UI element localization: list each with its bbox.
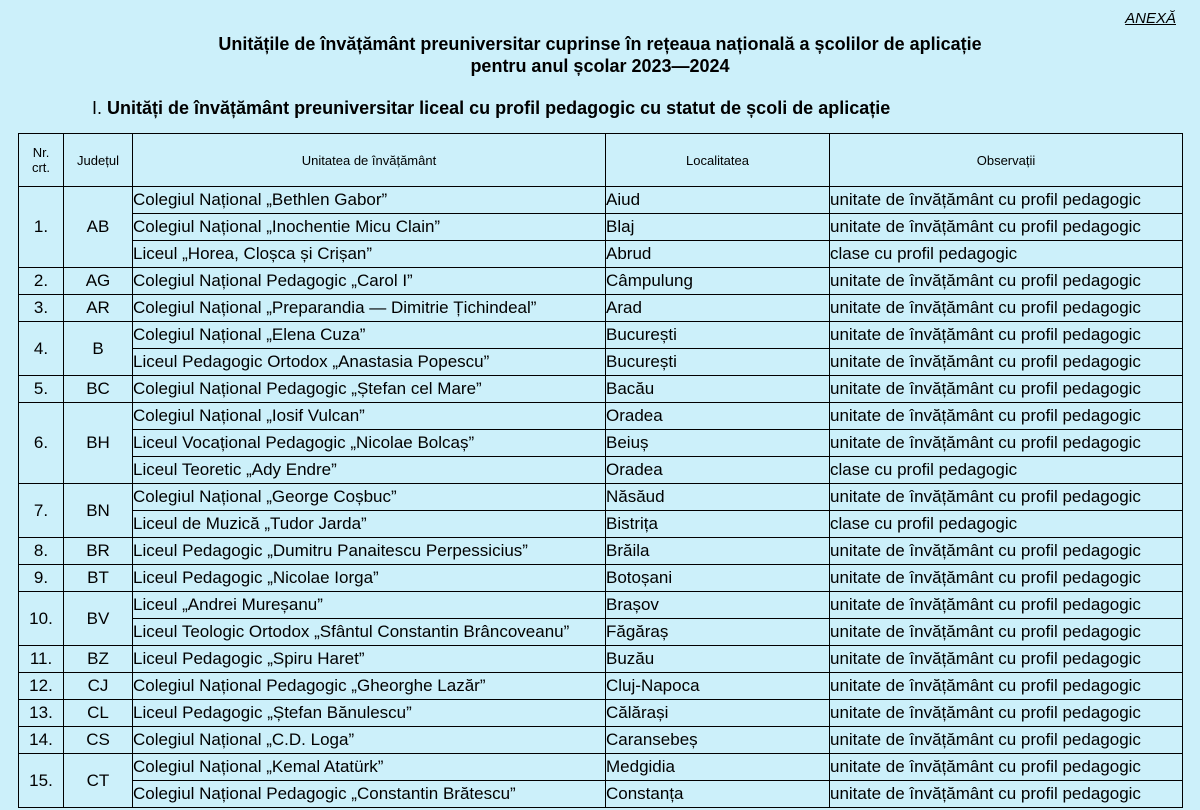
- table-row: [19, 295, 1183, 322]
- observation: unitate de învățământ cu profil pedagogic: [830, 754, 1183, 781]
- locality: Năsăud: [606, 484, 830, 511]
- locality: București: [606, 322, 830, 349]
- row-number: 4.: [19, 322, 64, 376]
- county-code: AG: [64, 268, 133, 295]
- table-row: [19, 349, 1183, 376]
- county-code: CL: [64, 700, 133, 727]
- table-row: [19, 754, 1183, 781]
- school-name: Liceul Vocațional Pedagogic „Nicolae Bolcaș”: [133, 430, 606, 457]
- school-name: Liceul Pedagogic „Dumitru Panaitescu Perpessicius”: [133, 538, 606, 565]
- school-name: Liceul Pedagogic „Spiru Haret”: [133, 646, 606, 673]
- school-name: Colegiul Național „Inochentie Micu Clain”: [133, 214, 606, 241]
- observation: clase cu profil pedagogic: [830, 511, 1183, 538]
- table-row: [19, 565, 1183, 592]
- header-unitate: Unitatea de învățământ: [133, 134, 606, 187]
- locality: Botoșani: [606, 565, 830, 592]
- county-code: BZ: [64, 646, 133, 673]
- observation: unitate de învățământ cu profil pedagogic: [830, 592, 1183, 619]
- header-nr-crt: [19, 134, 64, 187]
- section-number: I.: [92, 98, 103, 118]
- locality: Abrud: [606, 241, 830, 268]
- locality: Buzău: [606, 646, 830, 673]
- row-number: 12.: [19, 673, 64, 700]
- observation: unitate de învățământ cu profil pedagogic: [830, 538, 1183, 565]
- school-name: Colegiul Național Pedagogic „Constantin Brătescu”: [133, 781, 606, 808]
- table-row: [19, 538, 1183, 565]
- observation: unitate de învățământ cu profil pedagogic: [830, 484, 1183, 511]
- table-row: [19, 511, 1183, 538]
- observation: unitate de învățământ cu profil pedagogic: [830, 781, 1183, 808]
- table-row: [19, 457, 1183, 484]
- table-row: [19, 592, 1183, 619]
- observation: unitate de învățământ cu profil pedagogic: [830, 403, 1183, 430]
- school-name: Colegiul Național „Kemal Atatürk”: [133, 754, 606, 781]
- school-name: Liceul Pedagogic Ortodox „Anastasia Popescu”: [133, 349, 606, 376]
- locality: Brăila: [606, 538, 830, 565]
- observation: unitate de învățământ cu profil pedagogic: [830, 295, 1183, 322]
- table-header-row: [19, 134, 1183, 187]
- observation: unitate de învățământ cu profil pedagogic: [830, 187, 1183, 214]
- header-judet: Județul: [64, 134, 133, 187]
- table-row: [19, 700, 1183, 727]
- locality: Beiuș: [606, 430, 830, 457]
- county-code: BT: [64, 565, 133, 592]
- row-number: 3.: [19, 295, 64, 322]
- school-name: Colegiul Național „C.D. Loga”: [133, 727, 606, 754]
- locality: Oradea: [606, 403, 830, 430]
- row-number: 8.: [19, 538, 64, 565]
- table-row: [19, 187, 1183, 214]
- table-row: [19, 403, 1183, 430]
- school-name: Colegiul Național Pedagogic „Carol I”: [133, 268, 606, 295]
- observation: unitate de învățământ cu profil pedagogic: [830, 619, 1183, 646]
- locality: Aiud: [606, 187, 830, 214]
- locality: Cluj-Napoca: [606, 673, 830, 700]
- school-name: Colegiul Național Pedagogic „Ștefan cel Mare”: [133, 376, 606, 403]
- table-row: [19, 646, 1183, 673]
- row-number: 6.: [19, 403, 64, 484]
- locality: Făgăraș: [606, 619, 830, 646]
- table-row: [19, 673, 1183, 700]
- school-name: Colegiul Național „Iosif Vulcan”: [133, 403, 606, 430]
- header-observatii: Observații: [830, 134, 1183, 187]
- page-title: [0, 33, 1200, 77]
- observation: unitate de învățământ cu profil pedagogic: [830, 673, 1183, 700]
- school-name: Liceul Pedagogic „Nicolae Iorga”: [133, 565, 606, 592]
- observation: unitate de învățământ cu profil pedagogic: [830, 430, 1183, 457]
- locality: Constanța: [606, 781, 830, 808]
- section-heading: [92, 98, 890, 119]
- schools-table: [18, 133, 1183, 808]
- locality: Medgidia: [606, 754, 830, 781]
- school-name: Colegiul Național „Bethlen Gabor”: [133, 187, 606, 214]
- row-number: 15.: [19, 754, 64, 808]
- row-number: 14.: [19, 727, 64, 754]
- table-row: [19, 268, 1183, 295]
- table-row: [19, 376, 1183, 403]
- locality: Blaj: [606, 214, 830, 241]
- county-code: BR: [64, 538, 133, 565]
- school-name: Colegiul Național „George Coșbuc”: [133, 484, 606, 511]
- table-row: [19, 484, 1183, 511]
- school-name: Colegiul Național „Preparandia — Dimitrie Țichindeal”: [133, 295, 606, 322]
- row-number: 5.: [19, 376, 64, 403]
- table-row: [19, 322, 1183, 349]
- county-code: BN: [64, 484, 133, 538]
- title-line-2: pentru anul școlar 2023—2024: [470, 56, 730, 76]
- observation: unitate de învățământ cu profil pedagogic: [830, 268, 1183, 295]
- table-row: [19, 781, 1183, 808]
- school-name: Colegiul Național „Elena Cuza”: [133, 322, 606, 349]
- table-row: [19, 241, 1183, 268]
- county-code: BV: [64, 592, 133, 646]
- county-code: BH: [64, 403, 133, 484]
- row-number: 10.: [19, 592, 64, 646]
- row-number: 9.: [19, 565, 64, 592]
- header-crt: crt.: [31, 160, 51, 175]
- row-number: 1.: [19, 187, 64, 268]
- table-row: [19, 214, 1183, 241]
- observation: clase cu profil pedagogic: [830, 241, 1183, 268]
- county-code: AR: [64, 295, 133, 322]
- table-row: [19, 430, 1183, 457]
- observation: unitate de învățământ cu profil pedagogic: [830, 727, 1183, 754]
- school-name: Liceul de Muzică „Tudor Jarda”: [133, 511, 606, 538]
- locality: Caransebeș: [606, 727, 830, 754]
- locality: București: [606, 349, 830, 376]
- school-name: Colegiul Național Pedagogic „Gheorghe Lazăr”: [133, 673, 606, 700]
- locality: Călărași: [606, 700, 830, 727]
- observation: unitate de învățământ cu profil pedagogic: [830, 646, 1183, 673]
- observation: unitate de învățământ cu profil pedagogic: [830, 376, 1183, 403]
- school-name: Liceul Teoretic „Ady Endre”: [133, 457, 606, 484]
- locality: Bistrița: [606, 511, 830, 538]
- county-code: B: [64, 322, 133, 376]
- school-name: Liceul „Horea, Cloșca și Crișan”: [133, 241, 606, 268]
- row-number: 7.: [19, 484, 64, 538]
- locality: Bacău: [606, 376, 830, 403]
- observation: unitate de învățământ cu profil pedagogic: [830, 700, 1183, 727]
- row-number: 11.: [19, 646, 64, 673]
- county-code: BC: [64, 376, 133, 403]
- table-row: [19, 727, 1183, 754]
- observation: clase cu profil pedagogic: [830, 457, 1183, 484]
- locality: Brașov: [606, 592, 830, 619]
- table-body: [19, 187, 1183, 808]
- annex-label: ANEXĂ: [1125, 10, 1176, 27]
- section-title: Unități de învățământ preuniversitar liceal cu profil pedagogic cu statut de școli de aplicație: [107, 98, 891, 118]
- county-code: CJ: [64, 673, 133, 700]
- row-number: 13.: [19, 700, 64, 727]
- locality: Câmpulung: [606, 268, 830, 295]
- locality: Arad: [606, 295, 830, 322]
- row-number: 2.: [19, 268, 64, 295]
- observation: unitate de învățământ cu profil pedagogic: [830, 565, 1183, 592]
- school-name: Liceul „Andrei Mureșanu”: [133, 592, 606, 619]
- county-code: CT: [64, 754, 133, 808]
- observation: unitate de învățământ cu profil pedagogic: [830, 322, 1183, 349]
- school-name: Liceul Pedagogic „Ștefan Bănulescu”: [133, 700, 606, 727]
- observation: unitate de învățământ cu profil pedagogic: [830, 214, 1183, 241]
- school-name: Liceul Teologic Ortodox „Sfântul Constantin Brâncoveanu”: [133, 619, 606, 646]
- locality: Oradea: [606, 457, 830, 484]
- county-code: AB: [64, 187, 133, 268]
- observation: unitate de învățământ cu profil pedagogic: [830, 349, 1183, 376]
- table-row: [19, 619, 1183, 646]
- title-line-1: Unitățile de învățământ preuniversitar cuprinse în rețeaua națională a școlilor de aplicație: [218, 34, 982, 54]
- county-code: CS: [64, 727, 133, 754]
- header-localitate: Localitatea: [606, 134, 830, 187]
- header-nr: Nr.: [32, 145, 50, 160]
